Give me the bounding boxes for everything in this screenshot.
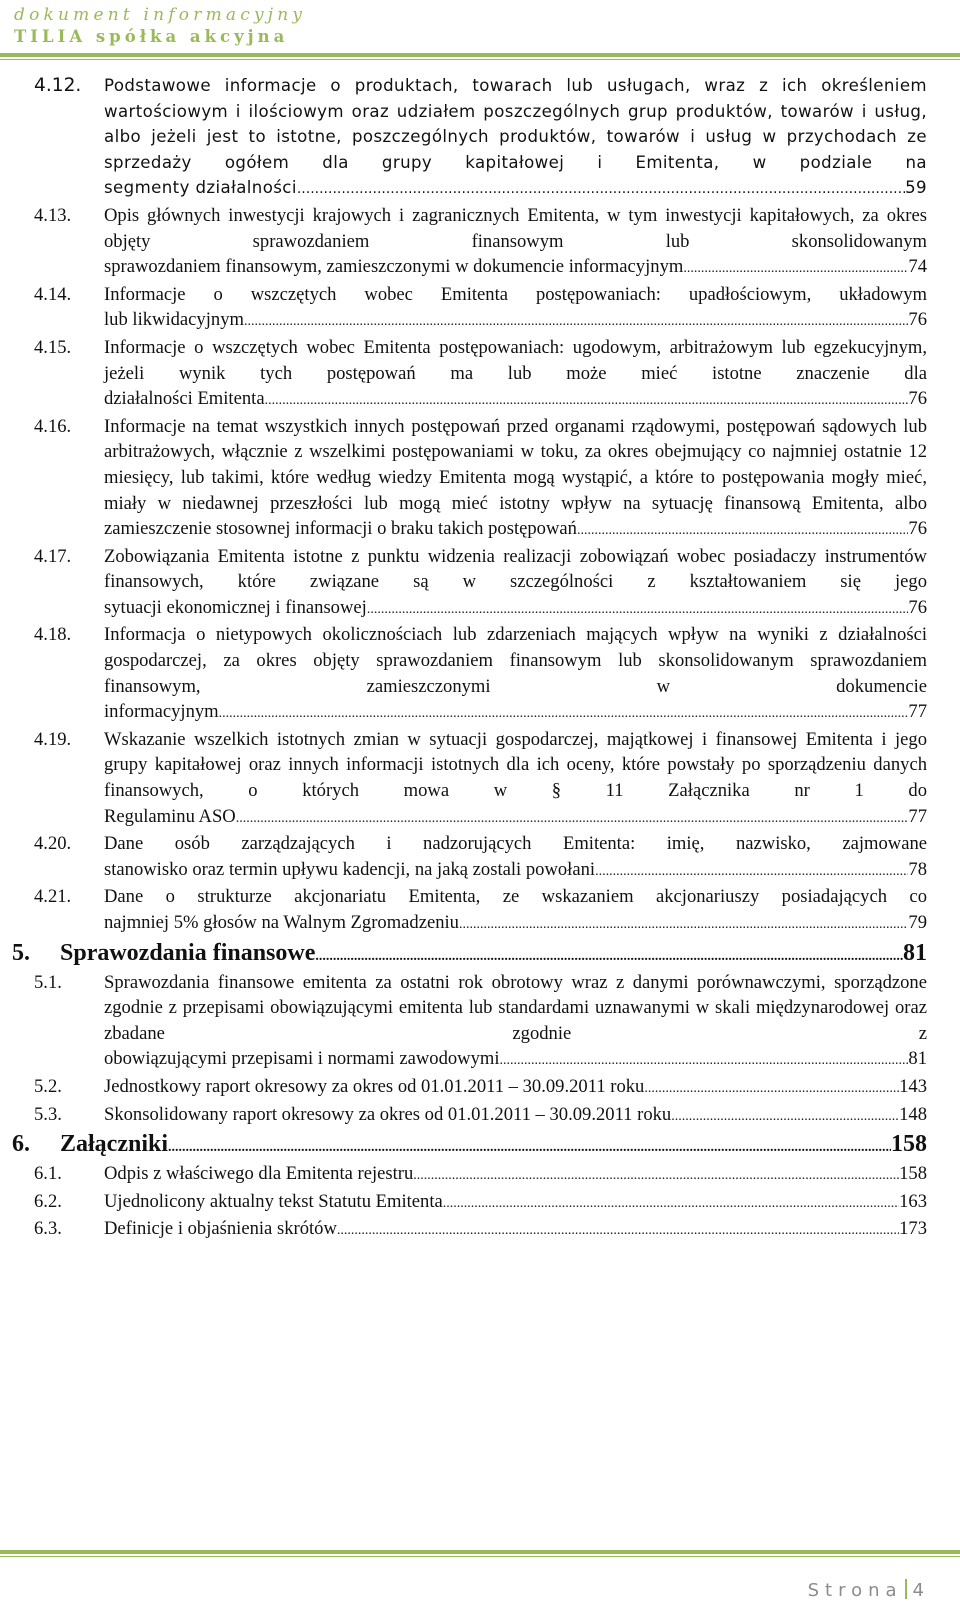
toc-entry-text: Informacje o wszczętych wobec Emitenta postępowaniach: upadłościowym, układowym xyxy=(104,283,927,305)
section-number: 5. xyxy=(12,939,30,966)
dot-leader xyxy=(595,857,908,885)
page-number: 76 xyxy=(908,388,927,410)
toc-entry[interactable] xyxy=(0,884,960,937)
page-number: 163 xyxy=(899,1190,927,1212)
dot-leader xyxy=(236,804,909,832)
dot-leader xyxy=(337,1216,899,1244)
header-document-type: dokument informacyjny xyxy=(14,5,307,25)
toc-entry-text: Podstawowe informacje o produktach, towarach lub usługach, wraz z ich określeniem wartościowym i ilościowym oraz udziałem poszczególnych grup produktów, towarów i usług, albo jeżeli jest to istotne, poszczególnych produktów, towarów i usług w przychodach ze sprzedaży ogółem dla grupy kapitałowej i Emitenta, w podziale na xyxy=(104,76,927,172)
page-footer xyxy=(808,1579,924,1601)
page-number: 81 xyxy=(903,939,927,966)
page-number: 78 xyxy=(908,858,927,880)
dot-leader xyxy=(367,595,909,623)
toc-entry[interactable] xyxy=(0,1189,960,1217)
toc-entry-number: 4.15. xyxy=(34,336,72,358)
page-number: 158 xyxy=(899,1163,927,1185)
footer-label: Strona xyxy=(807,1580,903,1601)
toc-entry-text-last: lub likwidacyjnym xyxy=(104,309,244,331)
dot-leader xyxy=(265,386,909,414)
toc-entry-text: Sprawozdania finansowe emitenta za ostatni rok obrotowy wraz z danymi porównawczymi, sporządzone zgodnie z przepisami obowiązującymi emitenta lub standardami uznawanymi w skali międzynarodowej oraz zbadane zgodnie z xyxy=(104,971,927,1044)
dot-leader xyxy=(671,1102,899,1130)
page-number: 158 xyxy=(891,1131,927,1158)
toc-entry-text: Informacja o nietypowych okolicznościach lub zdarzeniach mających wpływ na wyniki z działalności gospodarczej, za okres objęty sprawozdaniem finansowym lub skonsolidowanym sprawozdaniem finansowym, zamieszczonymi w dokumencie xyxy=(104,624,927,697)
footer-separator xyxy=(905,1579,907,1599)
header-rule-thin xyxy=(0,59,960,60)
section-number: 6. xyxy=(12,1131,30,1158)
section-title: Załączniki xyxy=(60,1131,169,1158)
toc-entry-text-last: stanowisko oraz termin upływu kadencji, na jaką zostali powołani xyxy=(104,858,596,880)
toc-entry-text: Dane o strukturze akcjonariatu Emitenta, ze wskazaniem akcjonariuszy posiadających co xyxy=(104,886,927,908)
toc-entry-text: Informacje na temat wszystkich innych postępowań przed organami rządowymi, postępowań sądowych lub arbitrażowych, włącznie z wszelkimi postępowaniami w toku, za okres obejmujący co najmniej ostatnie 12 miesięcy, lub takimi, które według wiedzy Emitenta mogą wystąpić, a które to postępowania mogły mieć, miały w niedawnej przeszłości lub mogą mieć istotny wpływ na sytuację finansową Emitenta, albo xyxy=(104,415,927,514)
dot-leader xyxy=(219,699,909,727)
page-number: 81 xyxy=(908,1048,927,1070)
dot-leader xyxy=(315,940,903,970)
toc-entry-text-last: najmniej 5% głosów na Walnym Zgromadzeniu xyxy=(104,912,459,933)
toc-entry[interactable] xyxy=(0,335,960,414)
page-number: 76 xyxy=(908,518,927,540)
footer-rule-thick xyxy=(0,1550,960,1554)
toc-entry[interactable] xyxy=(0,1102,960,1130)
page-number: 77 xyxy=(908,701,927,723)
toc-entry-number: 4.19. xyxy=(34,728,72,750)
toc-entry[interactable] xyxy=(0,970,960,1074)
toc-entry-number: 4.18. xyxy=(34,624,72,646)
toc-entry[interactable] xyxy=(0,282,960,335)
page-number: 143 xyxy=(899,1075,927,1097)
toc-entry[interactable] xyxy=(0,73,960,203)
table-of-contents xyxy=(0,73,960,1244)
dot-leader xyxy=(443,1189,899,1217)
toc-section-5-entries xyxy=(0,970,960,1130)
toc-entry-number: 4.21. xyxy=(34,886,72,908)
dot-leader xyxy=(644,1074,899,1102)
toc-entry[interactable] xyxy=(0,1161,960,1189)
toc-entry-number: 4.12. xyxy=(34,75,82,96)
toc-entry-text-last: Regulaminu ASO xyxy=(104,805,236,827)
dot-leader xyxy=(244,307,908,335)
toc-entry-number: 5.1. xyxy=(34,971,62,993)
toc-entry-number: 4.14. xyxy=(34,283,72,305)
dot-leader xyxy=(500,1046,909,1074)
section-title: Sprawozdania finansowe xyxy=(60,939,316,966)
toc-entry[interactable] xyxy=(0,727,960,831)
toc-entry-number: 4.20. xyxy=(34,833,72,855)
toc-entry-text-last: obowiązującymi przepisami i normami zawodowymi xyxy=(104,1048,500,1070)
page-number: 76 xyxy=(908,309,927,331)
toc-entry-number: 6.3. xyxy=(34,1218,62,1240)
toc-entry[interactable] xyxy=(0,622,960,726)
toc-entry-text-last: Ujednolicony aktualny tekst Statutu Emitenta xyxy=(104,1190,443,1212)
toc-entry-text-last: sytuacji ekonomicznej i finansowej xyxy=(104,596,367,618)
toc-entry-text-last: zamieszczenie stosownej informacji o braku takich postępowań xyxy=(104,518,577,540)
toc-section-4-entries xyxy=(0,73,960,938)
toc-entry-number: 5.2. xyxy=(34,1075,62,1097)
toc-entry-number: 6.1. xyxy=(34,1163,62,1185)
toc-entry-text-last: sprawozdaniem finansowym, zamieszczonymi w dokumencie informacyjnym xyxy=(104,256,684,278)
toc-entry-text-last: Odpis z właściwego dla Emitenta rejestru xyxy=(104,1163,414,1185)
toc-entry-number: 4.17. xyxy=(34,545,72,567)
toc-entry-number: 6.2. xyxy=(34,1190,62,1212)
toc-entry-text-last: Skonsolidowany raport okresowy za okres od 01.01.2011 – 30.09.2011 roku xyxy=(104,1103,672,1125)
dot-leader xyxy=(459,910,908,938)
toc-entry-text-last: segmenty działalności xyxy=(104,178,297,198)
page-number: 59 xyxy=(905,178,927,198)
page-number: 173 xyxy=(899,1218,927,1240)
footer-page-number: 4 xyxy=(912,1580,924,1601)
toc-entry[interactable] xyxy=(0,831,960,884)
toc-entry-text-last: informacyjnym xyxy=(104,701,219,723)
toc-entry-text: Wskazanie wszelkich istotnych zmian w sytuacji gospodarczej, majątkowej i finansowej Emitenta i jego grupy kapitałowej oraz innych informacji istotnych dla ich oceny, które powstały po sporządzeniu danych finansowych, o których mowa w § 11 Załącznika nr 1 do xyxy=(104,728,927,802)
toc-entry-text: Dane osób zarządzających i nadzorujących Emitenta: imię, nazwisko, zajmowane xyxy=(104,833,927,855)
toc-entry[interactable] xyxy=(0,544,960,623)
dot-leader xyxy=(683,254,908,282)
toc-entry-text: Opis głównych inwestycji krajowych i zagranicznych Emitenta, w tym inwestycji kapitałowych, za okres objęty sprawozdaniem finansowym lub skonsolidowanym xyxy=(104,204,927,252)
footer-rule-thin xyxy=(0,1556,960,1557)
toc-entry-number: 5.3. xyxy=(34,1103,62,1125)
dot-leader xyxy=(577,516,908,544)
toc-entry-text: Informacje o wszczętych wobec Emitenta postępowaniach: ugodowym, arbitrażowym lub egzekucyjnym, jeżeli wynik tych postępowań ma lub może mieć istotne znaczenie dla xyxy=(104,336,927,384)
toc-section-6-heading[interactable] xyxy=(0,1131,960,1161)
toc-section-6-entries xyxy=(0,1161,960,1244)
dot-leader xyxy=(168,1131,891,1161)
toc-entry[interactable] xyxy=(0,203,960,282)
header-rule-thick xyxy=(0,53,960,57)
toc-entry-text-last: Definicje i objaśnienia skrótów xyxy=(104,1218,337,1240)
page-number: 148 xyxy=(899,1103,927,1125)
toc-entry-text-last: Jednostkowy raport okresowy za okres od 01.01.2011 – 30.09.2011 roku xyxy=(104,1075,645,1097)
toc-entry[interactable] xyxy=(0,1074,960,1102)
dot-leader xyxy=(297,175,905,203)
page-number: 74 xyxy=(908,256,927,278)
toc-entry-text-last: działalności Emitenta xyxy=(104,388,265,410)
dot-leader xyxy=(413,1161,899,1189)
header-company-name: TILIA spółka akcyjna xyxy=(14,27,289,46)
toc-entry[interactable] xyxy=(0,1216,960,1244)
toc-section-5-heading[interactable] xyxy=(0,940,960,970)
page-number: 79 xyxy=(908,912,927,933)
toc-entry-text: Zobowiązania Emitenta istotne z punktu widzenia realizacji zobowiązań wobec posiadaczy instrumentów finansowych, które związane są w szczególności z kształtowaniem się jego xyxy=(104,545,927,593)
page-number: 76 xyxy=(908,596,927,618)
toc-entry[interactable] xyxy=(0,414,960,544)
toc-entry-number: 4.16. xyxy=(34,415,72,437)
page-number: 77 xyxy=(908,805,927,827)
document-header xyxy=(14,4,306,48)
toc-entry-number: 4.13. xyxy=(34,204,72,226)
